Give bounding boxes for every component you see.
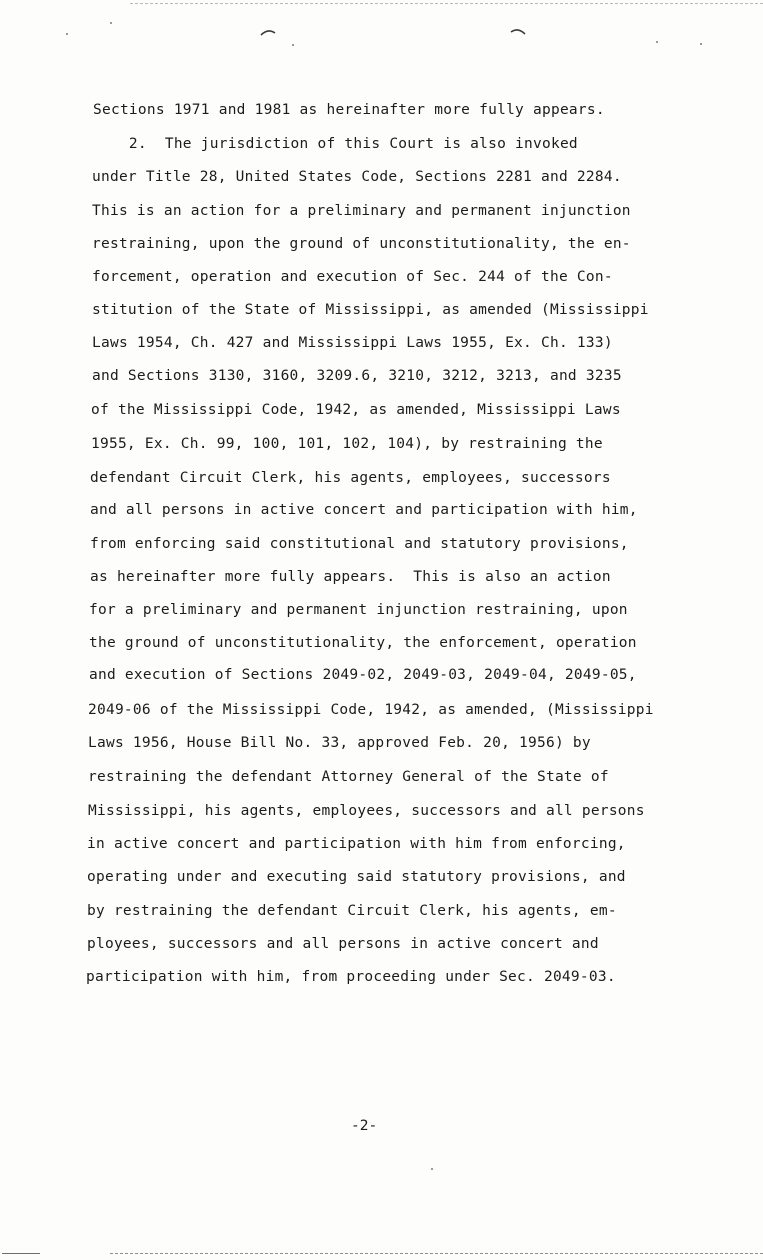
text-line: 2. The jurisdiction of this Court is also invoked xyxy=(93,136,578,152)
text-line: under Title 28, United States Code, Sections 2281 and 2284. xyxy=(92,169,622,185)
page-number: -2- xyxy=(351,1118,378,1134)
text-line: defendant Circuit Clerk, his agents, employees, successors xyxy=(90,470,611,486)
text-line: for a preliminary and permanent injunction restraining, upon xyxy=(89,602,628,618)
text-line: ployees, successors and all persons in active concert and xyxy=(87,936,599,952)
bottom-edge-dotted-line xyxy=(110,1253,763,1254)
text-line: stitution of the State of Mississippi, as amended (Mississippi xyxy=(92,302,649,318)
text-line: from enforcing said constitutional and statutory provisions, xyxy=(90,536,629,552)
text-line: This is an action for a preliminary and permanent injunction xyxy=(92,203,631,219)
text-line: Sections 1971 and 1981 as hereinafter more fully appears. xyxy=(93,102,605,118)
text-line: participation with him, from proceeding under Sec. 2049-03. xyxy=(86,969,616,985)
text-line: operating under and executing said statutory provisions, and xyxy=(87,869,626,885)
text-line: forcement, operation and execution of Sec. 244 of the Con- xyxy=(92,269,613,285)
text-line: restraining, upon the ground of unconstitutionality, the en- xyxy=(92,236,631,252)
text-line: 1955, Ex. Ch. 99, 100, 101, 102, 104), by restraining the xyxy=(91,436,603,452)
text-line: in active concert and participation with him from enforcing, xyxy=(87,836,626,852)
text-line: restraining the defendant Attorney General of the State of xyxy=(88,769,609,785)
text-line: and Sections 3130, 3160, 3209.6, 3210, 3212, 3213, and 3235 xyxy=(92,368,622,384)
text-line: Mississippi, his agents, employees, successors and all persons xyxy=(88,803,645,819)
text-line: of the Mississippi Code, 1942, as amended, Mississippi Laws xyxy=(91,402,621,418)
text-line: and execution of Sections 2049-02, 2049-03, 2049-04, 2049-05, xyxy=(89,667,637,683)
text-line: by restraining the defendant Circuit Clerk, his agents, em- xyxy=(87,903,617,919)
bottom-edge-line xyxy=(2,1253,40,1254)
text-line: and all persons in active concert and participation with him, xyxy=(90,502,638,518)
text-line: as hereinafter more fully appears. This is also an action xyxy=(90,569,611,585)
text-line: Laws 1954, Ch. 427 and Mississippi Laws 1955, Ex. Ch. 133) xyxy=(92,335,613,351)
text-line: the ground of unconstitutionality, the enforcement, operation xyxy=(89,635,637,651)
text-line: 2049-06 of the Mississippi Code, 1942, as amended, (Mississippi xyxy=(88,702,654,718)
text-line: Laws 1956, House Bill No. 33, approved Feb. 20, 1956) by xyxy=(88,735,591,751)
